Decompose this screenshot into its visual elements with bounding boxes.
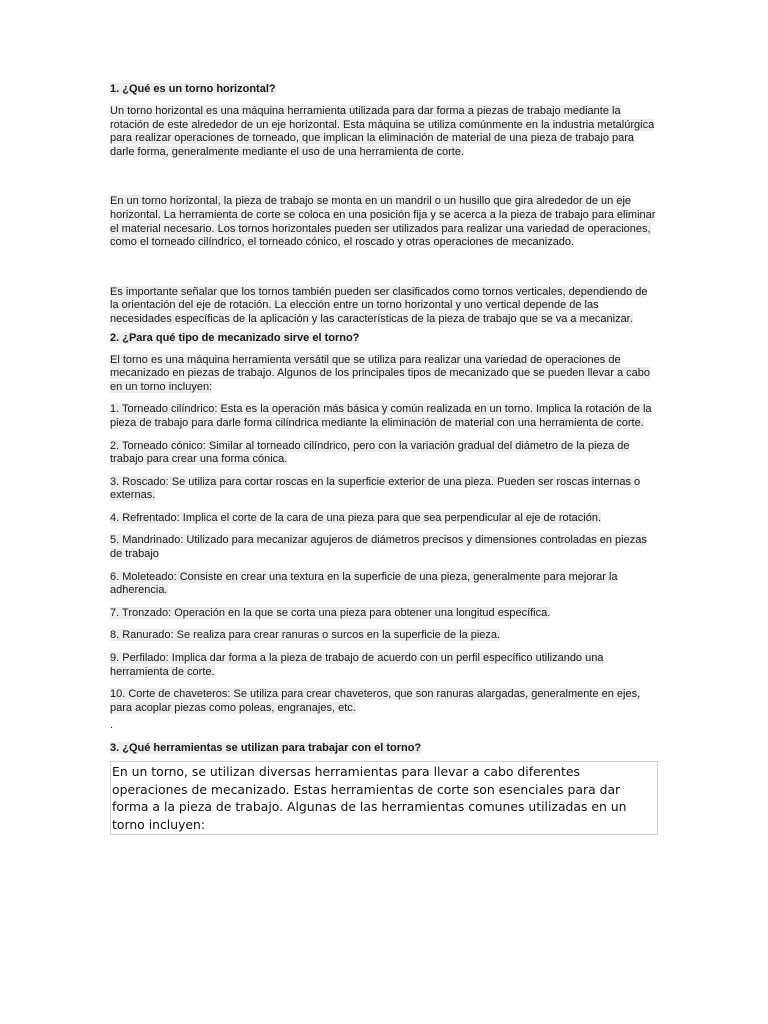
section-2-intro: El torno es una máquina herramienta versátil que se utiliza para realizar una variedad de operaciones de mecanizado en piezas de trabajo. Algunos de los principales tipos de mecanizado que se pueden llevar a cabo en un torno incluyen: [110,353,650,393]
list-item: 6. Moleteado: Consiste en crear una textura en la superficie de una pieza, generalmente para mejorar la adherencia. [110,570,618,597]
list-item: 2. Torneado cónico: Similar al torneado cilíndrico, pero con la variación gradual del diámetro de la pieza de trabajo para crear una forma cónica. [110,439,630,466]
section-3-heading: 3. ¿Qué herramientas se utilizan para trabajar con el torno? [110,742,422,755]
list-item: 4. Refrentado: Implica el corte de la cara de una pieza para que sea perpendicular al eje de rotación. [110,511,602,524]
section-1-paragraph-2: En un torno horizontal, la pieza de trabajo se monta en un mandril o un husillo que gira alrededor de un eje horizontal. La herramienta de corte se coloca en una posición fija y se acerca a la pieza de trabajo para eliminar el material necesario. Los tornos horizontales pueden ser utilizados para realizar una variedad de operaciones, como el torneado cilíndrico, el torneado cónico, el roscado y otras operaciones de mecanizado. [110,195,656,249]
list-item: 3. Roscado: Se utiliza para cortar roscas en la superficie exterior de una pieza. Pueden ser roscas internas o externas. [110,475,641,502]
section-3-paragraph-box: En un torno, se utilizan diversas herramientas para llevar a cabo diferentes operaciones de mecanizado. Estas herramientas de corte son esenciales para dar forma a la pieza de trabajo. Algunas de las herramientas comunes utilizadas en un torno incluyen: [110,761,658,835]
spacer [110,168,658,195]
section-1-paragraph-3: Es importante señalar que los tornos también pueden ser clasificados como tornos verticales, dependiendo de la orientación del eje de rotación. La elección entre un torno horizontal y uno vertical depende de las necesidades específicas de la aplicación y las características de la pieza de trabajo que se va a mecanizar. [110,285,648,325]
spacer [110,259,658,286]
list-item: 1. Torneado cilíndrico: Esta es la operación más básica y común realizada en un torno. Implica la rotación de la pieza de trabajo para darle forma cilíndrica mediante la eliminación de material con una herramienta de corte. [110,403,652,429]
list-item: 7. Tronzado: Operación en la que se corta una pieza para obtener una longitud específica. [110,606,551,619]
list-item: 8. Ranurado: Se realiza para crear ranuras o surcos en la superficie de la pieza. [110,629,501,642]
list-item: 10. Corte de chaveteros: Se utiliza para crear chaveteros, que son ranuras alargadas, generalmente en ejes, para acoplar piezas como poleas, engranajes, etc. [110,688,641,714]
document-page [110,82,658,835]
list-item: 9. Perfilado: Implica dar forma a la pieza de trabajo de acuerdo con un perfil específico utilizando una herramienta de corte. [110,652,604,678]
list-item: 5. Mandrinado: Utilizado para mecanizar agujeros de diámetros precisos y dimensiones controladas en piezas de trabajo [110,534,647,561]
section-1-paragraph-1: Un torno horizontal es una máquina herramienta utilizada para dar forma a piezas de trabajo mediante la rotación de este alrededor de un eje horizontal. Esta máquina se utiliza comúnmente en la industria metalúrgica para realizar operaciones de torneado, que implican la eliminación de material de una pieza de trabajo para darle forma, generalmente mediante el uso de una herramienta de corte. [110,105,655,158]
section-2-heading: 2. ¿Para qué tipo de mecanizado sirve el torno? [110,331,360,344]
trailing-period: . [110,719,114,732]
section-1-heading: 1. ¿Qué es un torno horizontal? [110,83,276,95]
